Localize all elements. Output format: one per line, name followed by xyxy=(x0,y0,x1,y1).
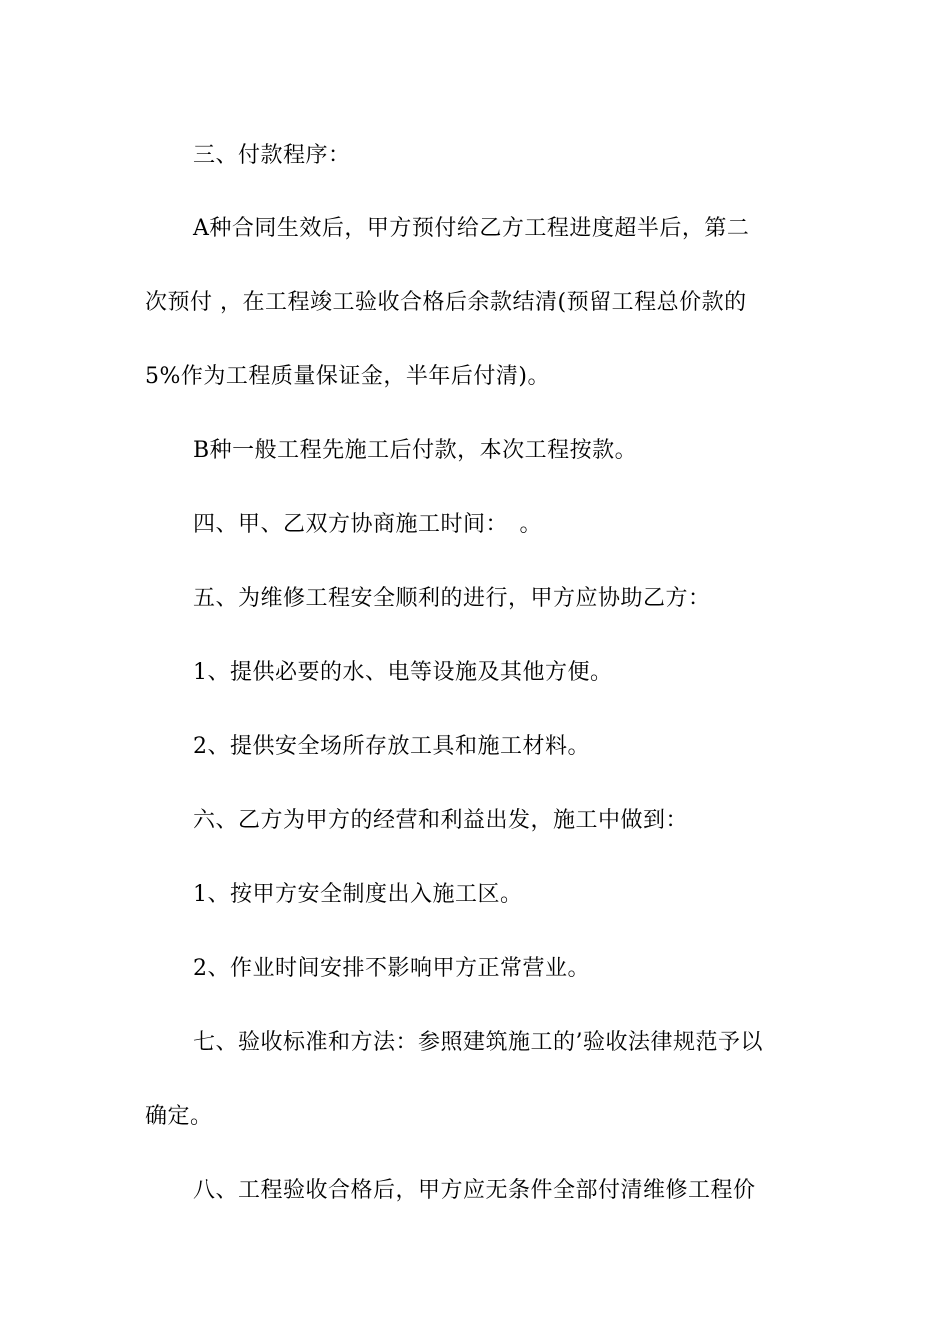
section-heading-schedule: 四、甲、乙双方协商施工时间： 。 xyxy=(193,512,543,537)
paragraph-line: 确定。 xyxy=(145,1104,213,1129)
paragraph-line: A种合同生效后，甲方预付给乙方工程进度超半后，第二 xyxy=(193,216,750,241)
section-heading-payment: 三、付款程序： xyxy=(193,143,351,168)
section-heading-acceptance: 七、验收标准和方法：参照建筑施工的’验收法律规范予以 xyxy=(193,1030,763,1055)
list-item: 1、按甲方安全制度出入施工区。 xyxy=(193,882,523,907)
section-heading-assistance: 五、为维修工程安全顺利的进行，甲方应协助乙方： xyxy=(193,586,711,611)
section-heading-final-payment: 八、工程验收合格后，甲方应无条件全部付清维修工程价 xyxy=(193,1178,756,1203)
list-item: 2、提供安全场所存放工具和施工材料。 xyxy=(193,734,590,759)
list-item: 2、作业时间安排不影响甲方正常营业。 xyxy=(193,956,590,981)
list-item: 1、提供必要的水、电等设施及其他方便。 xyxy=(193,660,613,685)
paragraph-line: 次预付 ，在工程竣工验收合格后余款结清(预留工程总价款的 xyxy=(145,290,747,315)
paragraph-line: 5%作为工程质量保证金，半年后付清)。 xyxy=(145,364,550,389)
paragraph-line: B种一般工程先施工后付款，本次工程按款。 xyxy=(193,438,638,463)
section-heading-obligations: 六、乙方为甲方的经营和利益出发，施工中做到： xyxy=(193,808,689,833)
